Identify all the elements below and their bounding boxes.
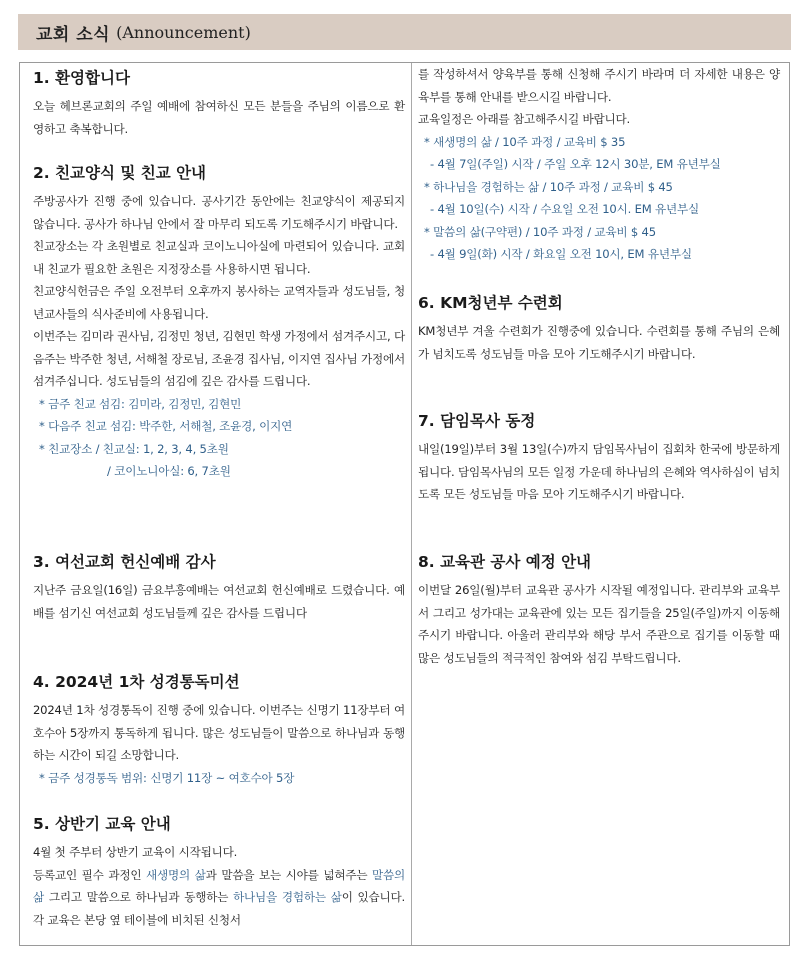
course-detail: - 4월 9일(화) 시작 / 화요일 오전 10시, EM 유년부실 <box>430 247 692 261</box>
section-text: 이번주는 김미라 권사님, 김정민 청년, 김현민 학생 가정에서 섬겨주시고, 다음주는 박주한 청년, 서해철 장로님, 조윤경 집사님, 이지연 집사님 가정에서 섬겨주십니다. 성도님들의 섬김에 깊은 감사를 드립니다. <box>33 329 405 388</box>
section-education <box>33 813 405 931</box>
section-text: 교육일정은 아래를 참고해주시길 바랍니다. <box>418 112 630 126</box>
section-text: 오늘 헤브론교회의 주일 예배에 참여하신 모든 분들을 주님의 이름으로 환영하고 축복합니다. <box>33 99 405 136</box>
bullet-item: * 다음주 친교 섬김: 박주한, 서해철, 조윤경, 이지연 <box>39 419 293 433</box>
education-continued <box>418 63 780 266</box>
section-text: 를 작성하셔서 양육부를 통해 신청해 주시기 바라며 더 자세한 내용은 양육부를 통해 안내를 받으시길 바랍니다. <box>418 67 780 104</box>
section-text <box>33 864 405 932</box>
text-run: 등록교인 필수 과정인 <box>33 867 146 882</box>
text-run: 과 말씀을 보는 시야를 넓혀주는 <box>205 867 373 882</box>
bullet-item: * 금주 친교 섬김: 김미라, 김정민, 김현민 <box>39 396 242 411</box>
course-detail: - 4월 10일(수) 시작 / 수요일 오전 10시. EM 유년부실 <box>430 202 699 216</box>
section-pastor-news <box>418 410 780 506</box>
section-text: 친교장소는 각 초원별로 친교실과 코이노니아실에 마련되어 있습니다. 교회 내 친교가 필요한 초원은 지정장소를 사용하시면 됩니다. <box>33 239 405 276</box>
course-name-highlight: 말씀의 삶 <box>33 867 406 904</box>
section-text: 지난주 금요일(16일) 금요부흥예배는 여선교회 헌신예배로 드렸습니다. 예배를 섬기신 여선교회 성도님들께 깊은 감사를 드립니다 <box>33 583 405 620</box>
section-text: 4월 첫 주부터 상반기 교육이 시작됩니다. <box>33 845 238 859</box>
text-run: 이 있습니다. 각 교육은 본당 옆 테이블에 비치된 신청서 <box>33 890 405 927</box>
course-name-highlight: 하나님을 경험하는 삶 <box>233 890 342 904</box>
section-title: 7. 담임목사 동정 <box>418 412 536 430</box>
section-construction <box>418 551 780 669</box>
section-title: 8. 교육관 공사 예정 안내 <box>418 553 592 571</box>
column-divider <box>411 63 412 945</box>
section-text: 주방공사가 진행 중에 있습니다. 공사기간 동안에는 친교양식이 제공되지 않습니다. 공사가 하나님 안에서 잘 마무리 되도록 기도해주시기 바랍니다. <box>33 194 405 231</box>
bullet-item: / 코이노니아실: 6, 7초원 <box>107 464 231 478</box>
section-title: 6. KM청년부 수련회 <box>418 294 563 312</box>
course-item: * 새생명의 삶 / 10주 과정 / 교육비 $ 35 <box>424 134 626 149</box>
section-youth-retreat <box>418 292 780 365</box>
section-womens-mission <box>33 551 405 624</box>
section-fellowship <box>33 162 405 483</box>
header-title-en: (Announcement) <box>116 22 251 42</box>
page-header <box>18 14 791 50</box>
section-text: 친교양식헌금은 주일 오전부터 오후까지 봉사하는 교역자들과 성도님들, 청년교사들의 식사준비에 사용됩니다. <box>33 284 405 321</box>
section-text: 이번달 26일(월)부터 교육관 공사가 시작될 예정입니다. 관리부와 교육부서 그리고 성가대는 교육관에 있는 모든 집기들을 25일(주일)까지 이동해주시기 바랍니다. 아울러 관리부와 해당 부서 주관으로 집기를 이동할 때 많은 성도님들의 적극적인 참여와 섬김 부탁드립니다. <box>418 583 780 665</box>
header-title-ko: 교회 소식 <box>36 24 111 45</box>
section-text: 내일(19일)부터 3월 13일(수)까지 담임목사님이 집회차 한국에 방문하게 됩니다. 담임목사님의 모든 일정 가운데 하나님의 은혜와 역사하심이 넘치도록 모든 성도님들 마음 모아 기도해주시기 바랍니다. <box>418 442 780 501</box>
bullet-item: * 친교장소 / 친교실: 1, 2, 3, 4, 5초원 <box>39 441 229 456</box>
course-item: * 하나님을 경험하는 삶 / 10주 과정 / 교육비 $ 45 <box>424 179 673 194</box>
section-text: KM청년부 겨울 수련회가 진행중에 있습니다. 수련회를 통해 주님의 은혜가 넘치도록 성도님들 마음 모아 기도해주시기 바랍니다. <box>418 324 780 361</box>
course-detail: - 4월 7일(주일) 시작 / 주일 오후 12시 30분, EM 유년부실 <box>430 157 721 171</box>
course-item: * 말씀의 삶(구약편) / 10주 과정 / 교육비 $ 45 <box>424 224 656 239</box>
section-text: 2024년 1차 성경통독이 진행 중에 있습니다. 이번주는 신명기 11장부터 여호수아 5장까지 통독하게 됩니다. 많은 성도님들이 말씀으로 하나님과 동행하는 시간이 되길 소망합니다. <box>33 703 405 762</box>
section-title: 2. 친교양식 및 친교 안내 <box>33 164 207 182</box>
course-name-highlight: 새생명의 삶 <box>146 867 206 882</box>
section-title: 4. 2024년 1차 성경통독미션 <box>33 673 240 691</box>
section-title: 5. 상반기 교육 안내 <box>33 815 171 833</box>
announcement-box <box>19 62 790 946</box>
section-title: 3. 여선교회 헌신예배 감사 <box>33 553 216 571</box>
section-welcome <box>33 67 405 140</box>
text-run: 그리고 말씀으로 하나님과 동행하는 <box>44 890 234 904</box>
bullet-item: * 금주 성경통독 범위: 신명기 11장 ~ 여호수아 5장 <box>39 770 295 785</box>
section-title: 1. 환영합니다 <box>33 69 130 87</box>
section-bible-reading <box>33 671 405 789</box>
